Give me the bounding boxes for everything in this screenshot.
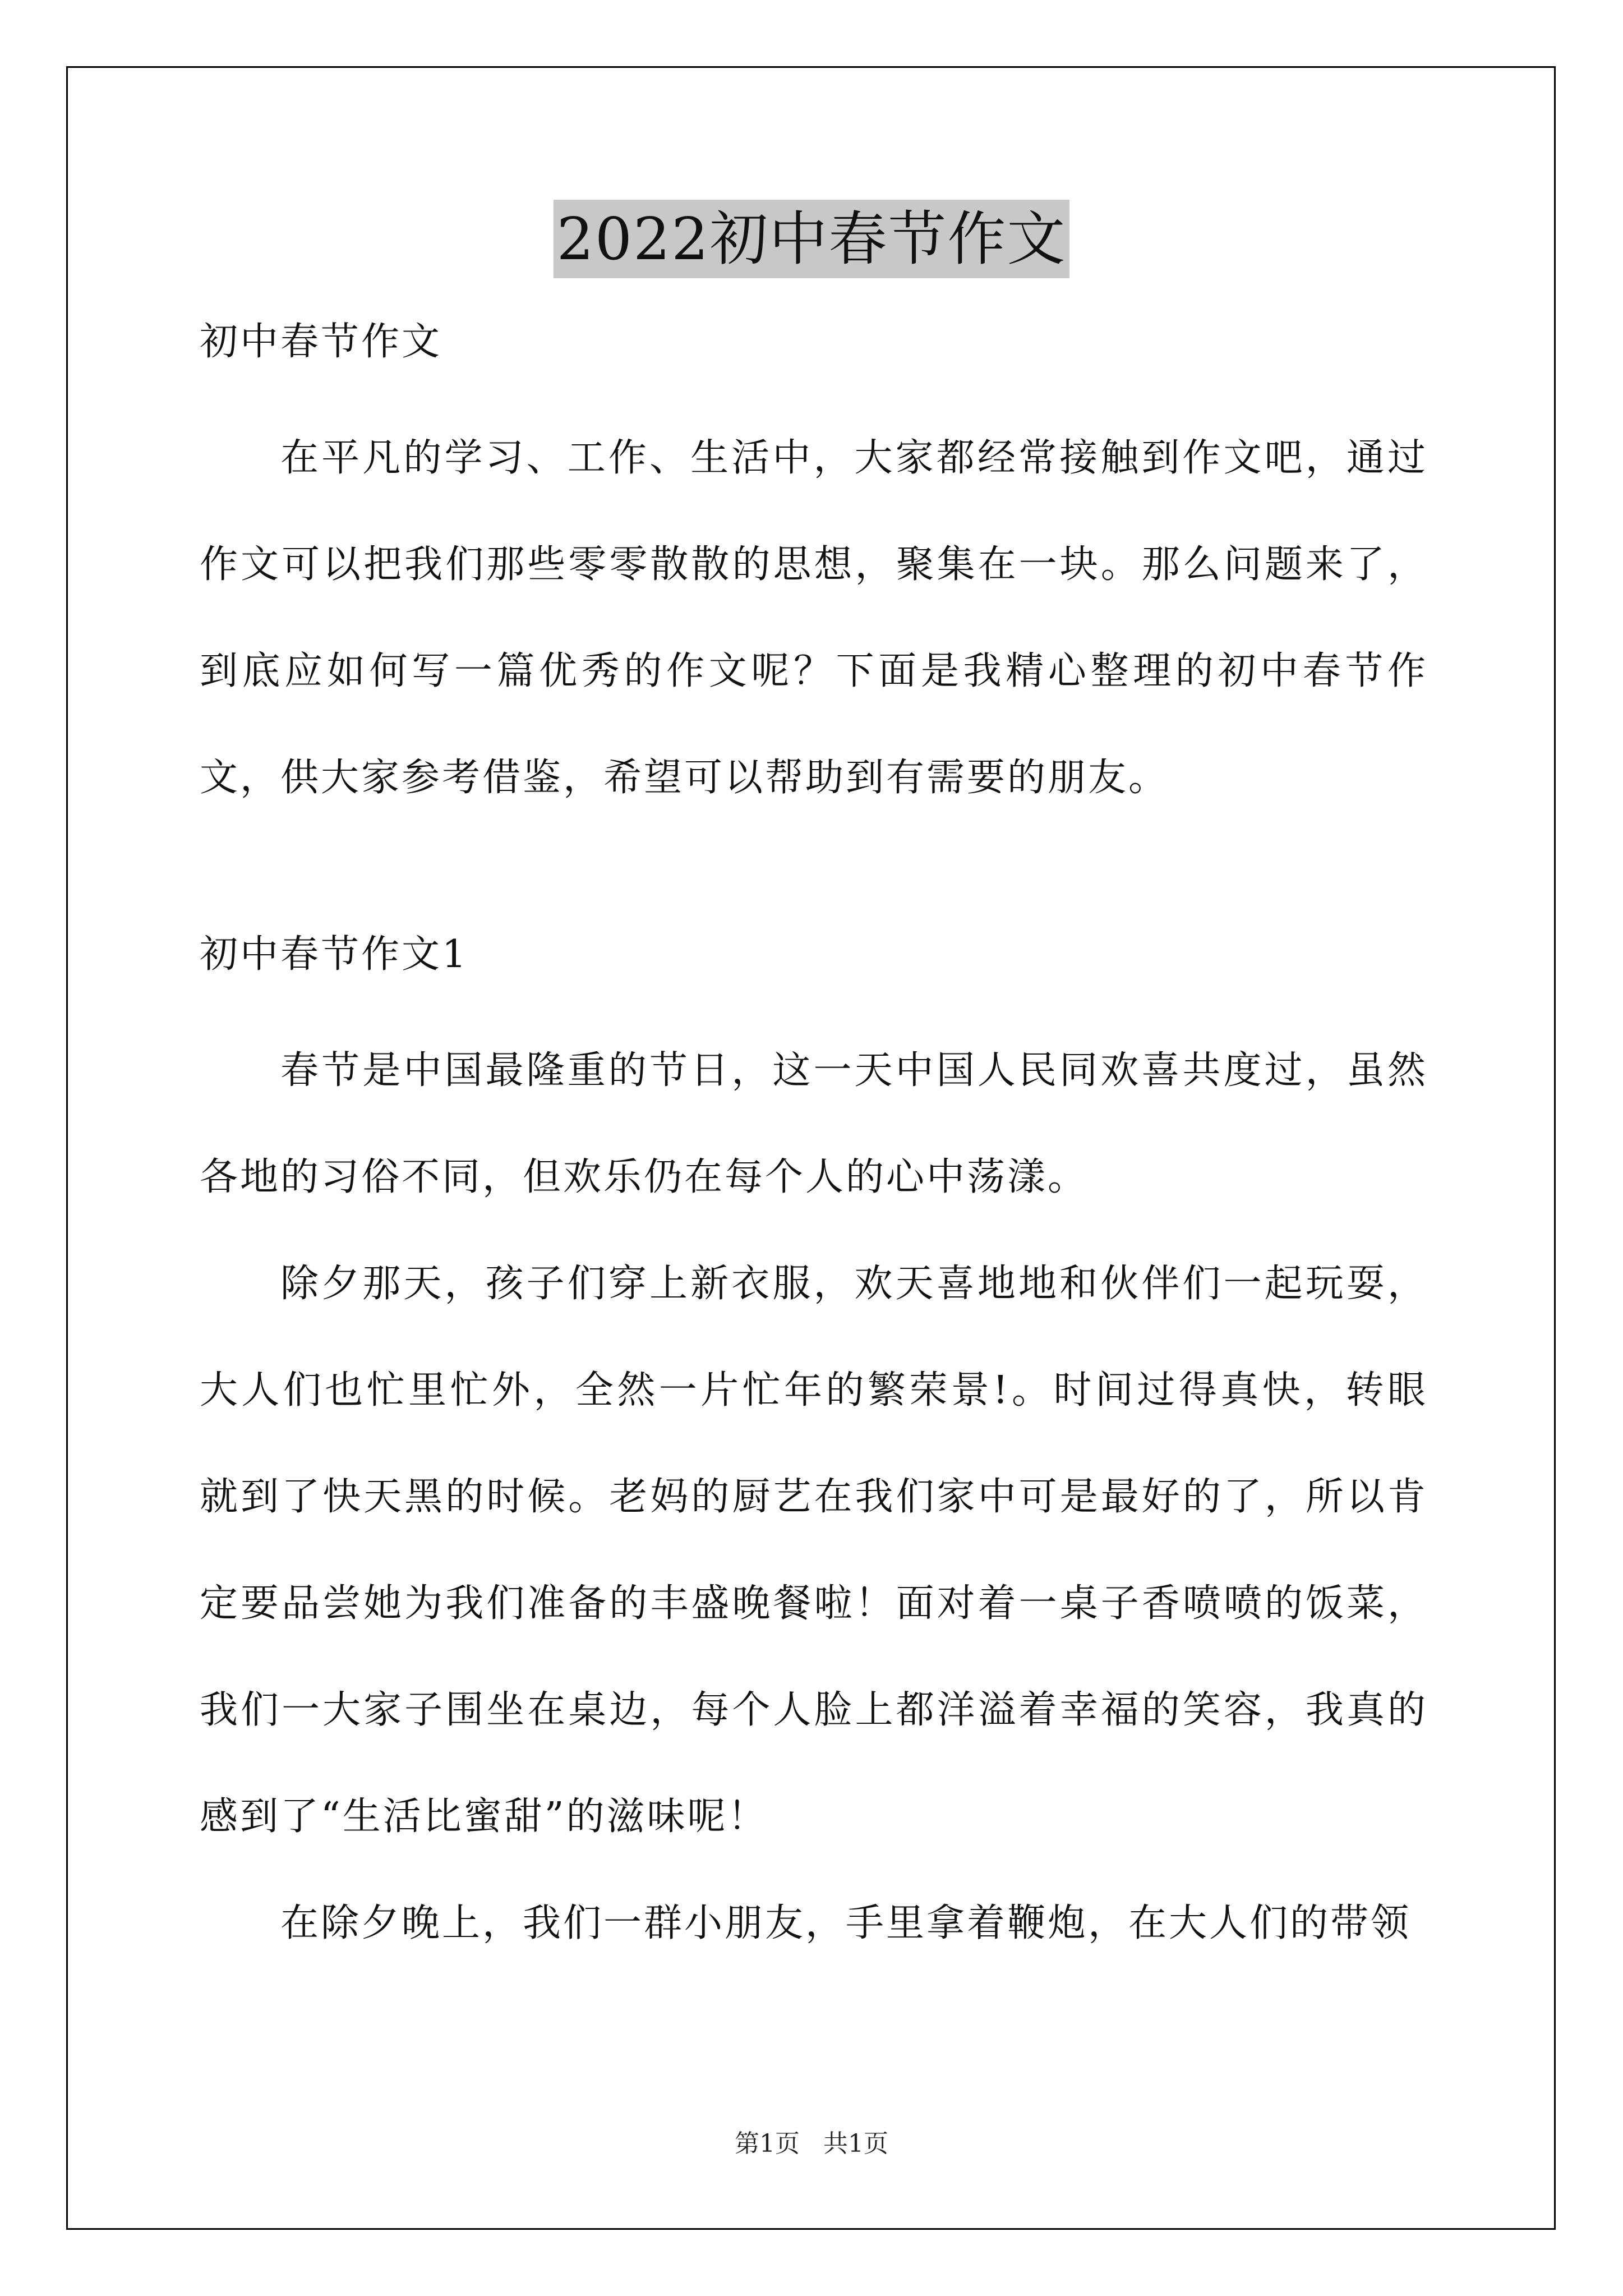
spacer	[200, 983, 1428, 1018]
document-body	[200, 314, 1428, 1977]
page-total: 共1页	[823, 2129, 888, 2158]
essay-paragraph-2: 除夕那天，孩子们穿上新衣服，欢天喜地地和伙伴们一起玩耍，大人们也忙里忙外，全然一片忙年的繁荣景!。时间过得真快，转眼就到了快天黑的时候。老妈的厨艺在我们家中可是最好的了，所以肯定要品尝她为我们准备的丰盛晚餐啦！面对着一桌子香喷喷的饭菜，我们一大家子围坐在桌边，每个人脸上都洋溢着幸福的笑容，我真的感到了“生活比蜜甜”的滋味呢！	[200, 1262, 1428, 1839]
spacer	[200, 370, 1428, 405]
title-container	[0, 200, 1623, 278]
essay-paragraph-1: 春节是中国最隆重的节日，这一天中国人民同欢喜共度过，虽然各地的习俗不同，但欢乐仍在每个人的心中荡漾。	[200, 1048, 1428, 1199]
intro-paragraph: 在平凡的学习、工作、生活中，大家都经常接触到作文吧，通过作文可以把我们那些零零散散的思想，聚集在一块。那么问题来了，到底应如何写一篇优秀的作文呢？下面是我精心整理的初中春节作文，供大家参考借鉴，希望可以帮助到有需要的朋友。	[200, 436, 1428, 800]
essay-heading: 初中春节作文1	[200, 932, 469, 977]
section-heading: 初中春节作文	[200, 320, 442, 364]
document-title: 2022初中春节作文	[554, 200, 1070, 278]
essay-paragraph-3: 在除夕晚上，我们一群小朋友，手里拿着鞭炮，在大人们的带领	[280, 1901, 1412, 1945]
page-footer	[0, 2127, 1623, 2161]
spacer	[200, 831, 1428, 927]
page-number: 第1页	[735, 2129, 800, 2158]
